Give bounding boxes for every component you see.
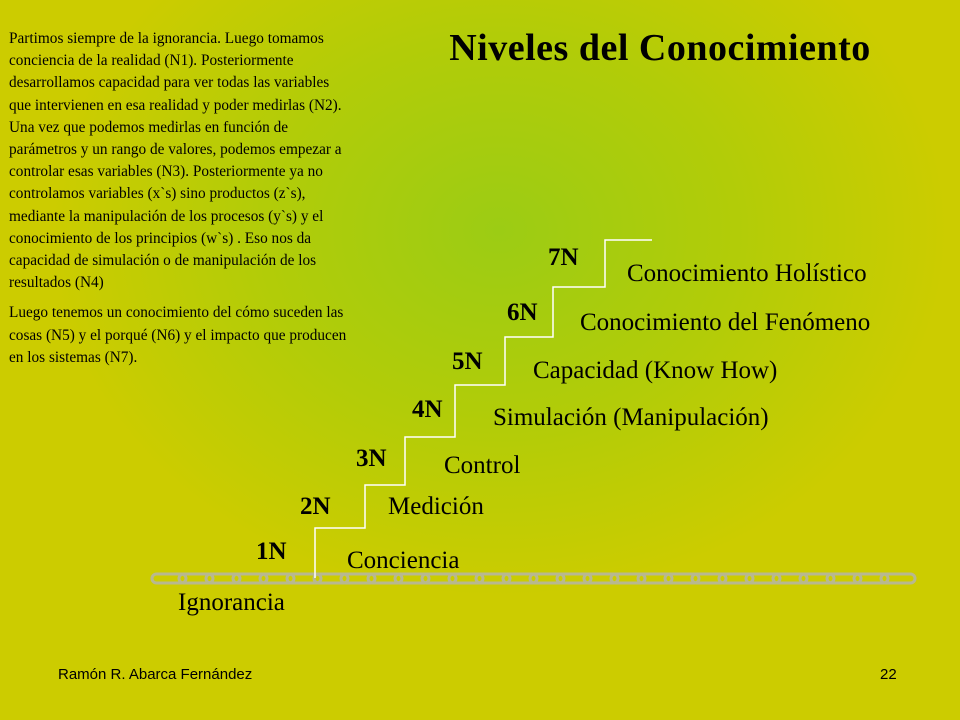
level-4-code: 4N xyxy=(412,396,443,423)
intro-paragraph-2: Luego tenemos un conocimiento del cómo suceden las cosas (N5) y el porqué (N6) y el impacto que producen en los sistemas (N7). xyxy=(9,304,347,366)
chain-icon xyxy=(152,574,915,583)
intro-paragraph-1: Partimos siempre de la ignorancia. Luego tomamos conciencia de la realidad (N1). Posteriormente desarrollamos capacidad para ver todas las variables que intervienen en esa realidad y poder medirlas (N2). Una vez que podemos medirlas en función de parámetros y un rango de valores, podemos empezar a controlar esas variables (N3). Posteriormente ya no controlamos variables (x`s) sino productos (z`s), mediante la manipulación de los procesos (y`s) y el conocimiento de los principios (w`s) . Eso nos da capacidad de simulación o de manipulación de los resultados (N4) xyxy=(9,30,342,292)
level-1-label: Conciencia xyxy=(347,547,460,574)
level-6-label: Conocimiento del Fenómeno xyxy=(580,309,871,336)
level-3-code: 3N xyxy=(356,445,387,472)
level-7-code: 7N xyxy=(548,244,579,271)
base-label-ignorancia: Ignorancia xyxy=(178,589,285,616)
level-3-label: Control xyxy=(444,452,521,479)
level-7-label: Conocimiento Holístico xyxy=(627,260,867,287)
level-5-label: Capacidad (Know How) xyxy=(533,357,778,384)
level-2-label: Medición xyxy=(388,493,484,520)
footer-author: Ramón R. Abarca Fernández xyxy=(58,666,253,683)
level-6-code: 6N xyxy=(507,299,538,326)
chain-link xyxy=(881,574,915,583)
slide-title: Niveles del Conocimiento xyxy=(449,27,871,69)
level-1-code: 1N xyxy=(256,538,287,565)
page-number: 22 xyxy=(880,666,897,683)
level-4-label: Simulación (Manipulación) xyxy=(493,404,769,431)
level-2-code: 2N xyxy=(300,493,331,520)
level-5-code: 5N xyxy=(452,348,483,375)
